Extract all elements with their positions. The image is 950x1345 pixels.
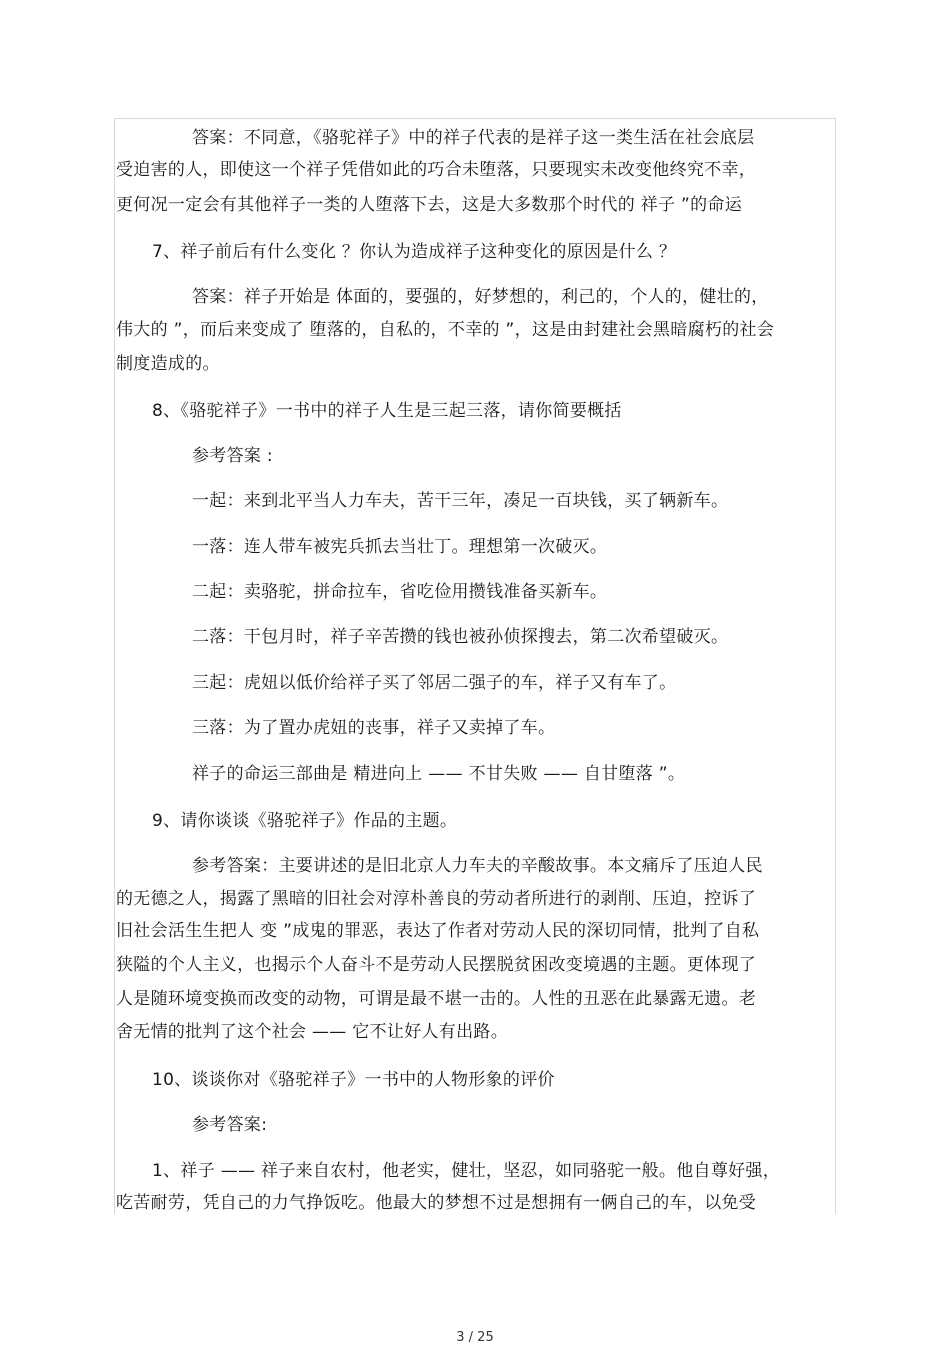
- paragraph-line: 答案：祥子开始是 体面的，要强的，好梦想的，利己的，个人的，健壮的，: [192, 287, 769, 307]
- list-item: 二起：卖骆驼，拼命拉车，省吃俭用攒钱准备买新车。: [192, 582, 608, 602]
- list-item: 一落：连人带车被宪兵抓去当壮丁。理想第一次破灭。: [192, 537, 608, 557]
- page-content-frame: [114, 118, 836, 1214]
- paragraph-line: 狭隘的个人主义，也揭示个人奋斗不是劳动人民摆脱贫困改变境遇的主题。更体现了: [116, 955, 757, 975]
- answer-heading: 参考答案 :: [192, 446, 273, 466]
- paragraph-line: 伟大的 ”，而后来变成了 堕落的，自私的，不幸的 ”，这是由封建社会黑暗腐朽的社会: [116, 320, 775, 340]
- list-item: 一起：来到北平当人力车夫，苦干三年，凑足一百块钱，买了辆新车。: [192, 491, 729, 511]
- paragraph-line: 的无德之人，揭露了黑暗的旧社会对淳朴善良的劳动者所进行的剥削、压迫，控诉了: [116, 889, 757, 909]
- paragraph-line: 舍无情的批判了这个社会 —— 它不让好人有出路。: [116, 1022, 509, 1042]
- paragraph-line: 吃苦耐劳，凭自己的力气挣饭吃。他最大的梦想不过是想拥有一俩自己的车，以免受: [116, 1193, 757, 1213]
- paragraph-line: 制度造成的。: [116, 354, 220, 374]
- list-item: 二落：干包月时，祥子辛苦攒的钱也被孙侦探搜去，第二次希望破灭。: [192, 627, 729, 647]
- question-10: 10、谈谈你对《骆驼祥子》一书中的人物形象的评价: [152, 1070, 555, 1090]
- paragraph-line: 参考答案：主要讲述的是旧北京人力车夫的辛酸故事。本文痛斥了压迫人民: [192, 856, 763, 876]
- list-item: 三落：为了置办虎妞的丧事，祥子又卖掉了车。: [192, 718, 556, 738]
- question-7: 7、祥子前后有什么变化 ？你认为造成祥子这种变化的原因是什么 ？: [152, 242, 677, 262]
- paragraph-line: 1、祥子 —— 祥子来自农村，他老实，健壮，坚忍，如同骆驼一般。他自尊好强，: [152, 1161, 781, 1181]
- list-item: 三起：虎妞以低价给祥子买了邻居二强子的车，祥子又有车了。: [192, 673, 677, 693]
- paragraph-line: 答案：不同意，《骆驼祥子》中的祥子代表的是祥子这一类生活在社会底层: [192, 128, 755, 148]
- answer-heading: 参考答案:: [192, 1115, 268, 1135]
- paragraph-line: 旧社会活生生把人 变 ”成鬼的罪恶，表达了作者对劳动人民的深切同情，批判了自私: [116, 921, 760, 941]
- page-number: 3 / 25: [456, 1330, 494, 1345]
- paragraph-line: 更何况一定会有其他祥子一类的人堕落下去，这是大多数那个时代的 祥子 ”的命运: [116, 195, 743, 215]
- paragraph-line: 人是随环境变换而改变的动物，可谓是最不堪一击的。人性的丑恶在此暴露无遗。老: [116, 989, 757, 1009]
- question-9: 9、请你谈谈《骆驼祥子》作品的主题。: [152, 811, 458, 831]
- question-8: 8、《骆驼祥子》一书中的祥子人生是三起三落，请你简要概括: [152, 401, 622, 421]
- paragraph-line: 受迫害的人，即使这一个祥子凭借如此的巧合未堕落，只要现实未改变他终究不幸，: [116, 160, 757, 180]
- paragraph-line: 祥子的命运三部曲是 精进向上 —— 不甘失败 —— 自甘堕落 ”。: [192, 764, 686, 784]
